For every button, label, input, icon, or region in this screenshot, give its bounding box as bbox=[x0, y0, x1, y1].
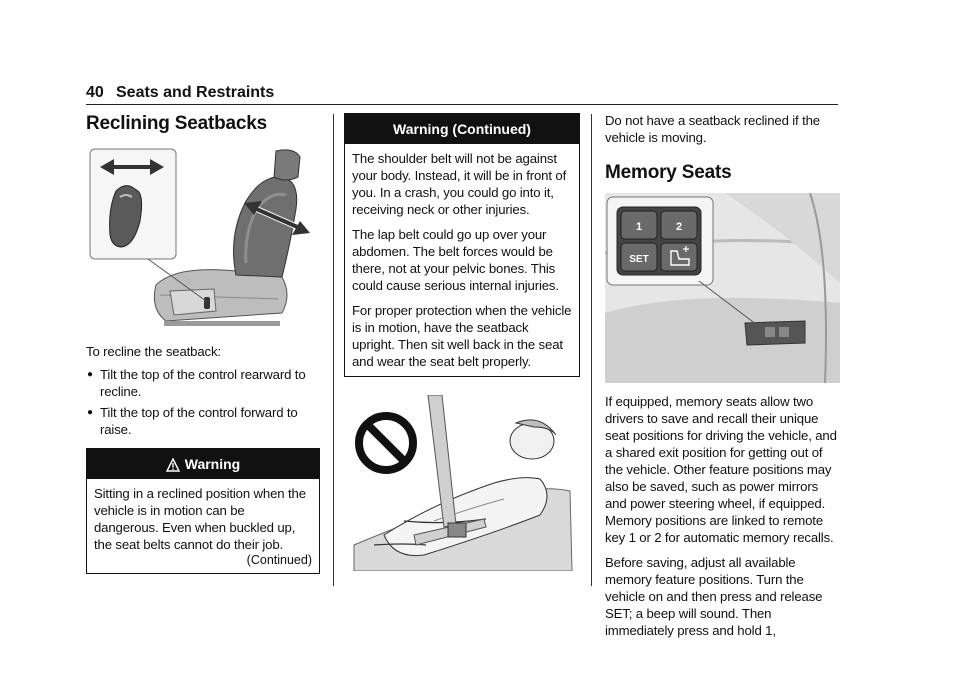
memory-paragraph-2: Before saving, adjust all available memory feature positions. Turn the vehicle on and then press and release SET; a beep will sound. Then immediately press and hold 1, bbox=[605, 555, 823, 638]
recline-caution: Do not have a seatback reclined if the vehicle is moving. bbox=[605, 113, 820, 145]
reclined-passenger-illustration bbox=[344, 395, 580, 571]
seat-recline-illustration bbox=[86, 145, 320, 331]
warning-label: Warning bbox=[184, 456, 241, 472]
column-divider bbox=[591, 114, 592, 586]
reclining-heading: Reclining Seatbacks bbox=[86, 113, 267, 134]
recline-steps bbox=[86, 366, 320, 438]
recline-step-2: ● Tilt the top of the control forward to raise. bbox=[87, 405, 298, 437]
warning-continued-header: Warning (Continued) bbox=[345, 114, 579, 144]
seat-recline-image bbox=[86, 145, 320, 331]
bullet-dot-icon: ● bbox=[87, 369, 93, 380]
warning-paragraph-2: The lap belt could go up over your abdomen. The belt forces would be there, not at your pelvic bones. This could cause serious internal injuries. bbox=[352, 227, 559, 293]
continued-label: (Continued) bbox=[246, 553, 312, 567]
memory-paragraph-1: If equipped, memory seats allow two drivers to save and recall their unique seat positions for driving the vehicle, and a shared exit position for getting out of the vehicle. Other feature positions may also be saved, such as power mirrors and power steering wheel, if equipped. Memory positions are linked to remote key 1 or 2 for automatic memory recalls. bbox=[605, 394, 837, 545]
memory-buttons-illustration bbox=[605, 193, 840, 383]
page-number: 40 bbox=[86, 84, 104, 101]
memory-buttons-image bbox=[605, 193, 840, 383]
column-divider bbox=[333, 114, 334, 586]
memory-button-1: 1 bbox=[635, 221, 643, 233]
memory-seats-heading: Memory Seats bbox=[605, 162, 732, 183]
section-title: Seats and Restraints bbox=[116, 84, 275, 101]
recline-step-1: ● Tilt the top of the control rearward to recline. bbox=[87, 367, 306, 399]
column-reclining bbox=[86, 110, 320, 574]
recline-intro: To recline the seatback: bbox=[86, 344, 221, 359]
warning-paragraph-3: For proper protection when the vehicle is in motion, have the seatback upright. Then sit well back in the seat and wear the seat belt properly. bbox=[352, 303, 572, 369]
memory-button-2: 2 bbox=[675, 221, 683, 233]
reclined-passenger-image bbox=[344, 395, 580, 571]
warning-paragraph-1: The shoulder belt will not be against your body. Instead, it will be in front of you. In a crash, you could go into it, receiving neck or other injuries. bbox=[352, 151, 567, 217]
warning-box bbox=[86, 448, 320, 574]
warning-triangle-icon bbox=[166, 458, 180, 472]
warning-header bbox=[87, 449, 319, 479]
column-warning-continued bbox=[344, 113, 580, 571]
column-memory-seats bbox=[605, 110, 840, 639]
memory-set-button: SET bbox=[629, 254, 649, 265]
bullet-dot-icon: ● bbox=[87, 407, 93, 418]
page-header bbox=[86, 82, 838, 105]
warning-text: Sitting in a reclined position when the vehicle is in motion can be dangerous. Even when buckled up, the seat belts cannot do their job. bbox=[94, 486, 306, 552]
warning-continued-box bbox=[344, 113, 580, 377]
